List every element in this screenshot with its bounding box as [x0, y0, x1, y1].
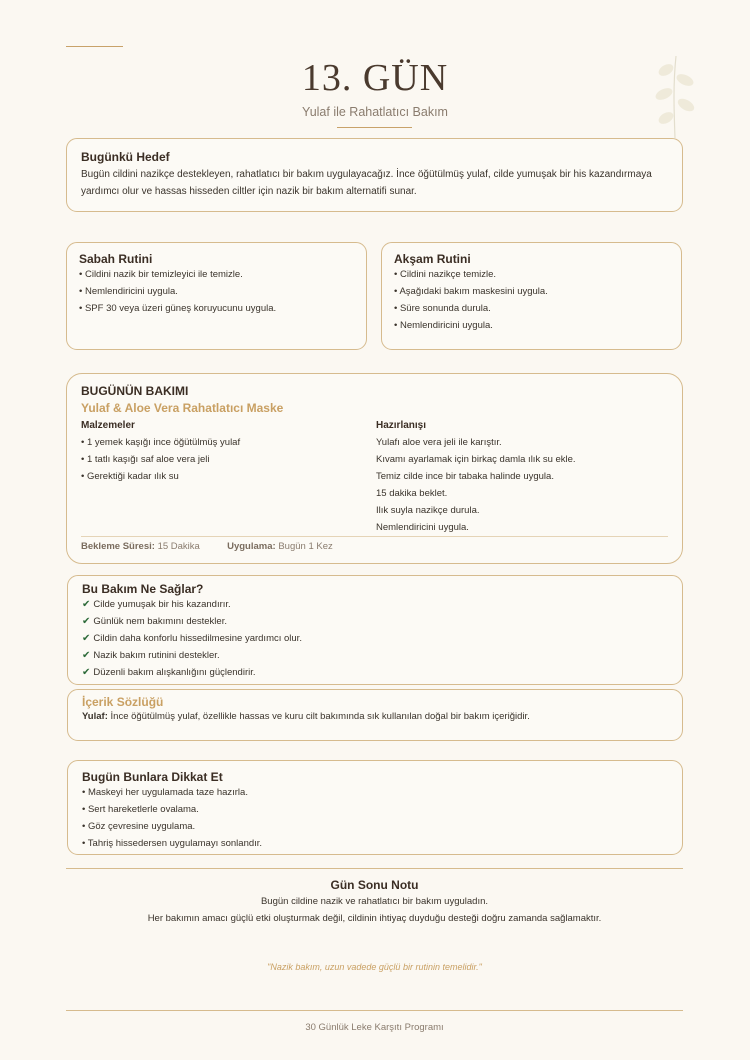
caution-list: [82, 784, 668, 852]
check-mark-icon: ✔: [82, 667, 91, 678]
preparation-steps: [376, 434, 576, 536]
page-title: 13. GÜN: [301, 57, 449, 99]
caution-title: Bugün Bunlara Dikkat Et: [82, 770, 223, 784]
subtitle-underline: [337, 127, 412, 128]
day-end-divider: [66, 868, 683, 869]
list-item: Yulafı aloe vera jeli ile karıştır.: [376, 437, 502, 448]
morning-routine-list: [79, 266, 354, 317]
list-item: Temiz cilde ince bir tabaka halinde uygula.: [376, 471, 554, 482]
evening-routine-list: [394, 266, 669, 334]
glossary-entry: [82, 709, 668, 724]
list-item: ✔ Cildin daha konforlu hissedilmesine yardımcı olur.: [82, 633, 302, 644]
morning-routine-card: [66, 242, 367, 350]
list-item: • Nemlendiricini uygula.: [79, 283, 354, 300]
check-mark-icon: ✔: [82, 616, 91, 627]
list-item: 15 dakika beklet.: [376, 488, 448, 499]
list-item: Nemlendiricini uygula.: [376, 522, 469, 533]
list-item: ✔ Cilde yumuşak bir his kazandırır.: [82, 599, 231, 610]
list-item: ✔ Düzenli bakım alışkanlığını güçlendirir.: [82, 667, 256, 678]
list-item: • Aşağıdaki bakım maskesini uygula.: [394, 283, 669, 300]
list-item: • Sert hareketlerle ovalama.: [82, 801, 668, 818]
glossary-definition: İnce öğütülmüş yulaf, özellikle hassas ve kuru cilt bakımında sık kullanılan doğal bir bakım içeriğidir.: [110, 711, 530, 722]
check-mark-icon: ✔: [82, 599, 91, 610]
list-item: • Nemlendiricini uygula.: [394, 317, 669, 334]
glossary-term: Yulaf:: [82, 711, 108, 722]
list-item: • Maskeyi her uygulamada taze hazırla.: [82, 784, 668, 801]
list-item: • 1 tatlı kaşığı saf aloe vera jeli: [81, 451, 240, 468]
wait-time-label: Bekleme Süresi:: [81, 541, 155, 552]
quote: "Nazik bakım, uzun vadede güçlü bir rutinin temelidir.": [267, 962, 482, 972]
application-value: Bugün 1 Kez: [278, 541, 333, 552]
check-mark-icon: ✔: [82, 650, 91, 661]
list-item: Ilık suyla nazikçe durula.: [376, 505, 480, 516]
benefits-card: [67, 575, 683, 685]
top-accent-rule: [66, 46, 123, 47]
page-subtitle: Yulaf ile Rahatlatıcı Bakım: [302, 105, 448, 119]
ingredients-list: [81, 434, 240, 485]
treatment-heading: BUGÜNÜN BAKIMI: [81, 384, 189, 398]
list-item: Kıvamı ayarlamak için birkaç damla ılık su ekle.: [376, 454, 576, 465]
evening-routine-card: [381, 242, 682, 350]
ingredients-label: Malzemeler: [81, 420, 135, 431]
day-end-line-2: Her bakımın amacı güçlü etki oluşturmak değil, cildinin ihtiyaç duyduğu desteği doğru zamanda sağlamaktır.: [147, 913, 602, 924]
footer-divider: [66, 1010, 683, 1011]
treatment-divider: [81, 536, 668, 537]
caution-card: [67, 760, 683, 855]
day-end-title: Gün Sonu Notu: [330, 878, 419, 892]
list-item: ✔ Günlük nem bakımını destekler.: [82, 616, 227, 627]
evening-routine-title: Akşam Rutini: [394, 252, 471, 266]
morning-routine-title: Sabah Rutini: [79, 252, 153, 266]
goal-card: [66, 138, 683, 212]
benefits-list: [82, 596, 668, 681]
list-item: ✔ Nazik bakım rutinini destekler.: [82, 650, 220, 661]
glossary-card: [67, 689, 683, 741]
day-end-note: [66, 878, 683, 927]
preparation-label: Hazırlanışı: [376, 420, 427, 431]
list-item: • Gerektiği kadar ılık su: [81, 468, 240, 485]
list-item: • Tahriş hissedersen uygulamayı sonlandır.: [82, 835, 668, 852]
treatment-card: [66, 373, 683, 564]
list-item: • 1 yemek kaşığı ince öğütülmüş yulaf: [81, 434, 240, 451]
footer-text: 30 Günlük Leke Karşıtı Programı: [305, 1022, 444, 1033]
glossary-title: İçerik Sözlüğü: [82, 695, 164, 709]
application-label: Uygulama:: [227, 541, 276, 552]
goal-text: Bugün cildini nazikçe destekleyen, rahatlatıcı bir bakım uygulayacağız. İnce öğütülmüş yulaf, cilde yumuşak bir his kazandırmaya yardımcı olur ve hassas hisseden ciltler için nazik bir bakım alternatifi sunar.: [81, 169, 652, 197]
wait-time-value: 15 Dakika: [157, 541, 200, 552]
list-item: • Göz çevresine uygulama.: [82, 818, 668, 835]
day-end-line-1: Bugün cildine nazik ve rahatlatıcı bir bakım uyguladın.: [260, 896, 489, 907]
list-item: • Cildini nazikçe temizle.: [394, 266, 669, 283]
treatment-name: Yulaf & Aloe Vera Rahatlatıcı Maske: [81, 401, 284, 415]
list-item: • SPF 30 veya üzeri güneş koruyucunu uygula.: [79, 300, 354, 317]
treatment-meta: [81, 541, 333, 552]
list-item: • Süre sonunda durula.: [394, 300, 669, 317]
benefits-title: Bu Bakım Ne Sağlar?: [82, 582, 204, 596]
goal-title: Bugünkü Hedef: [81, 150, 170, 164]
check-mark-icon: ✔: [82, 633, 91, 644]
list-item: • Cildini nazik bir temizleyici ile temizle.: [79, 266, 354, 283]
